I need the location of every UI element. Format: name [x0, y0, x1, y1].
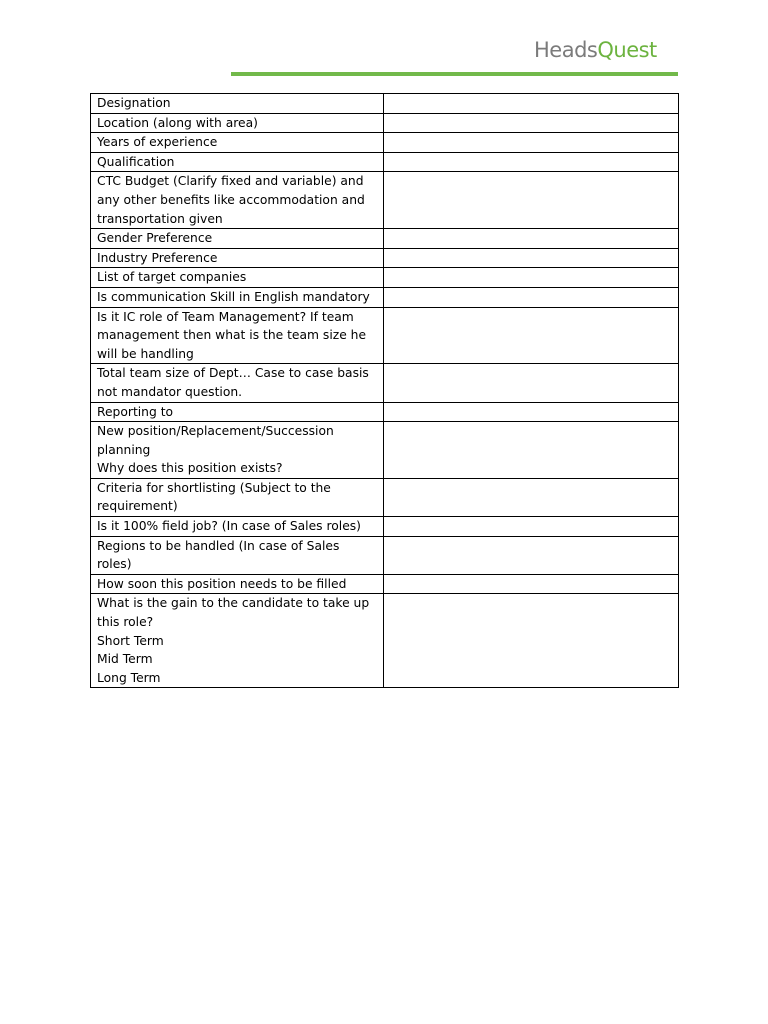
- row-value-team-management[interactable]: [384, 307, 679, 364]
- row-label-time-to-fill: How soon this position needs to be filled: [91, 574, 384, 594]
- row-label-experience: Years of experience: [91, 133, 384, 153]
- row-value-industry-preference[interactable]: [384, 248, 679, 268]
- table-row: [91, 229, 679, 249]
- row-label-industry-preference: Industry Preference: [91, 248, 384, 268]
- row-value-location[interactable]: [384, 113, 679, 133]
- table-row: [91, 364, 679, 402]
- row-value-dept-team-size[interactable]: [384, 364, 679, 402]
- row-label-reporting-to: Reporting to: [91, 402, 384, 422]
- logo-heads-text: Heads: [534, 38, 598, 62]
- table-row: [91, 402, 679, 422]
- table-row: [91, 307, 679, 364]
- row-label-location: Location (along with area): [91, 113, 384, 133]
- table-row: [91, 172, 679, 229]
- row-label-candidate-gain: What is the gain to the candidate to take up this role? Short Term Mid Term Long Term: [91, 594, 384, 688]
- row-label-qualification: Qualification: [91, 152, 384, 172]
- table-row: [91, 133, 679, 153]
- row-label-regions: Regions to be handled (In case of Sales roles): [91, 536, 384, 574]
- row-value-candidate-gain[interactable]: [384, 594, 679, 688]
- logo-quest-text: Quest: [597, 38, 657, 62]
- table-row: [91, 478, 679, 516]
- row-value-position-type[interactable]: [384, 422, 679, 479]
- table-row: [91, 113, 679, 133]
- row-value-gender-preference[interactable]: [384, 229, 679, 249]
- row-value-experience[interactable]: [384, 133, 679, 153]
- table-row: [91, 536, 679, 574]
- row-value-designation[interactable]: [384, 94, 679, 114]
- row-label-team-management: Is it IC role of Team Management? If team management then what is the team size he will be handling: [91, 307, 384, 364]
- table-row: [91, 574, 679, 594]
- table-row: [91, 422, 679, 479]
- row-value-ctc-budget[interactable]: [384, 172, 679, 229]
- row-label-ctc-budget: CTC Budget (Clarify fixed and variable) and any other benefits like accommodation and transportation given: [91, 172, 384, 229]
- row-label-gender-preference: Gender Preference: [91, 229, 384, 249]
- table-row: [91, 268, 679, 288]
- row-label-field-job: Is it 100% field job? (In case of Sales roles): [91, 517, 384, 537]
- table-row: [91, 94, 679, 114]
- headsquest-logo: [534, 36, 657, 64]
- header-green-rule: [231, 72, 678, 76]
- row-value-regions[interactable]: [384, 536, 679, 574]
- row-value-field-job[interactable]: [384, 517, 679, 537]
- row-label-target-companies: List of target companies: [91, 268, 384, 288]
- row-value-shortlisting-criteria[interactable]: [384, 478, 679, 516]
- row-value-time-to-fill[interactable]: [384, 574, 679, 594]
- row-value-reporting-to[interactable]: [384, 402, 679, 422]
- table-row: [91, 152, 679, 172]
- row-label-shortlisting-criteria: Criteria for shortlisting (Subject to the requirement): [91, 478, 384, 516]
- row-value-qualification[interactable]: [384, 152, 679, 172]
- table-row: [91, 517, 679, 537]
- requirement-form-table: [90, 93, 679, 688]
- table-row: [91, 287, 679, 307]
- row-value-english-skill[interactable]: [384, 287, 679, 307]
- table-row: [91, 594, 679, 688]
- row-label-position-type: New position/Replacement/Succession planning Why does this position exists?: [91, 422, 384, 479]
- row-label-dept-team-size: Total team size of Dept… Case to case basis not mandator question.: [91, 364, 384, 402]
- row-label-designation: Designation: [91, 94, 384, 114]
- table-row: [91, 248, 679, 268]
- row-value-target-companies[interactable]: [384, 268, 679, 288]
- row-label-english-skill: Is communication Skill in English mandatory: [91, 287, 384, 307]
